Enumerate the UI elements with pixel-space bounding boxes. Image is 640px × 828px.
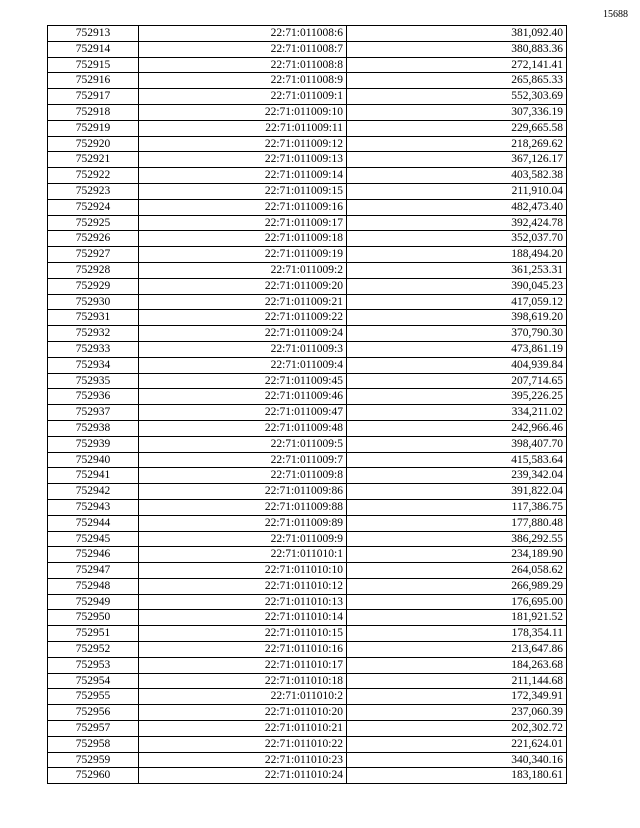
cadastral-number-cell: 22:71:011009:48 [139,420,347,436]
table-row [48,436,567,452]
record-id-cell: 752958 [48,736,139,752]
cadastral-number-cell: 22:71:011010:21 [139,721,347,737]
table-row [48,373,567,389]
table-row [48,768,567,784]
amount-cell: 482,473.40 [347,199,567,215]
cadastral-number-cell: 22:71:011009:45 [139,373,347,389]
table-row [48,420,567,436]
record-id-cell: 752936 [48,389,139,405]
table-row [48,278,567,294]
amount-cell: 334,211.02 [347,405,567,421]
cadastral-number-cell: 22:71:011009:7 [139,452,347,468]
table-row [48,752,567,768]
amount-cell: 552,303.69 [347,89,567,105]
record-id-cell: 752932 [48,326,139,342]
table-row [48,326,567,342]
cadastral-number-cell: 22:71:011010:13 [139,594,347,610]
record-id-cell: 752913 [48,26,139,42]
table-row [48,610,567,626]
cadastral-number-cell: 22:71:011009:10 [139,104,347,120]
amount-cell: 178,354.11 [347,626,567,642]
record-id-cell: 752950 [48,610,139,626]
cadastral-number-cell: 22:71:011009:86 [139,484,347,500]
cadastral-number-cell: 22:71:011009:18 [139,231,347,247]
amount-cell: 390,045.23 [347,278,567,294]
table-row [48,626,567,642]
record-id-cell: 752926 [48,231,139,247]
record-id-cell: 752952 [48,642,139,658]
cadastral-number-cell: 22:71:011009:15 [139,183,347,199]
cadastral-number-cell: 22:71:011009:24 [139,326,347,342]
table-row [48,736,567,752]
amount-cell: 404,939.84 [347,357,567,373]
table-row [48,341,567,357]
cadastral-number-cell: 22:71:011010:2 [139,689,347,705]
cadastral-number-cell: 22:71:011010:23 [139,752,347,768]
table-row [48,515,567,531]
amount-cell: 415,583.64 [347,452,567,468]
amount-cell: 229,665.58 [347,120,567,136]
table-row [48,721,567,737]
amount-cell: 239,342.04 [347,468,567,484]
table-row [48,578,567,594]
amount-cell: 398,407.70 [347,436,567,452]
cadastral-number-cell: 22:71:011010:12 [139,578,347,594]
table-row [48,247,567,263]
record-id-cell: 752956 [48,705,139,721]
amount-cell: 184,263.68 [347,657,567,673]
record-id-cell: 752916 [48,73,139,89]
cadastral-number-cell: 22:71:011008:6 [139,26,347,42]
cadastral-number-cell: 22:71:011008:9 [139,73,347,89]
record-id-cell: 752935 [48,373,139,389]
page-number: 15688 [603,9,628,20]
cadastral-number-cell: 22:71:011009:12 [139,136,347,152]
table-row [48,310,567,326]
cadastral-number-cell: 22:71:011009:22 [139,310,347,326]
cadastral-number-cell: 22:71:011009:21 [139,294,347,310]
table-row [48,294,567,310]
record-id-cell: 752924 [48,199,139,215]
record-id-cell: 752938 [48,420,139,436]
record-id-cell: 752933 [48,341,139,357]
record-id-cell: 752944 [48,515,139,531]
amount-cell: 211,144.68 [347,673,567,689]
record-id-cell: 752920 [48,136,139,152]
record-id-cell: 752954 [48,673,139,689]
record-id-cell: 752942 [48,484,139,500]
amount-cell: 272,141.41 [347,57,567,73]
amount-cell: 202,302.72 [347,721,567,737]
amount-cell: 361,253.31 [347,262,567,278]
amount-cell: 211,910.04 [347,183,567,199]
cadastral-number-cell: 22:71:011010:10 [139,563,347,579]
amount-cell: 473,861.19 [347,341,567,357]
table-row [48,673,567,689]
table-row [48,484,567,500]
amount-cell: 177,880.48 [347,515,567,531]
records-table [47,25,567,784]
record-id-cell: 752960 [48,768,139,784]
record-id-cell: 752927 [48,247,139,263]
amount-cell: 188,494.20 [347,247,567,263]
cadastral-number-cell: 22:71:011009:19 [139,247,347,263]
amount-cell: 183,180.61 [347,768,567,784]
amount-cell: 352,037.70 [347,231,567,247]
record-id-cell: 752922 [48,168,139,184]
table-row [48,120,567,136]
amount-cell: 370,790.30 [347,326,567,342]
record-id-cell: 752940 [48,452,139,468]
table-row [48,499,567,515]
cadastral-number-cell: 22:71:011009:8 [139,468,347,484]
cadastral-number-cell: 22:71:011009:17 [139,215,347,231]
cadastral-number-cell: 22:71:011009:13 [139,152,347,168]
amount-cell: 395,226.25 [347,389,567,405]
amount-cell: 392,424.78 [347,215,567,231]
record-id-cell: 752941 [48,468,139,484]
cadastral-number-cell: 22:71:011009:16 [139,199,347,215]
amount-cell: 264,058.62 [347,563,567,579]
amount-cell: 176,695.00 [347,594,567,610]
record-id-cell: 752955 [48,689,139,705]
amount-cell: 213,647.86 [347,642,567,658]
cadastral-number-cell: 22:71:011009:46 [139,389,347,405]
record-id-cell: 752914 [48,41,139,57]
amount-cell: 367,126.17 [347,152,567,168]
cadastral-number-cell: 22:71:011008:8 [139,57,347,73]
record-id-cell: 752959 [48,752,139,768]
record-id-cell: 752915 [48,57,139,73]
cadastral-number-cell: 22:71:011009:14 [139,168,347,184]
records-table-body [48,26,567,784]
amount-cell: 117,386.75 [347,499,567,515]
amount-cell: 391,822.04 [347,484,567,500]
amount-cell: 265,865.33 [347,73,567,89]
table-row [48,89,567,105]
table-row [48,215,567,231]
amount-cell: 380,883.36 [347,41,567,57]
cadastral-number-cell: 22:71:011010:18 [139,673,347,689]
table-row [48,104,567,120]
cadastral-number-cell: 22:71:011009:88 [139,499,347,515]
amount-cell: 237,060.39 [347,705,567,721]
table-row [48,136,567,152]
cadastral-number-cell: 22:71:011009:1 [139,89,347,105]
cadastral-number-cell: 22:71:011009:20 [139,278,347,294]
table-row [48,57,567,73]
cadastral-number-cell: 22:71:011010:16 [139,642,347,658]
amount-cell: 398,619.20 [347,310,567,326]
amount-cell: 234,189.90 [347,547,567,563]
cadastral-number-cell: 22:71:011009:3 [139,341,347,357]
table-row [48,168,567,184]
amount-cell: 218,269.62 [347,136,567,152]
amount-cell: 386,292.55 [347,531,567,547]
record-id-cell: 752925 [48,215,139,231]
table-row [48,452,567,468]
record-id-cell: 752917 [48,89,139,105]
cadastral-number-cell: 22:71:011010:20 [139,705,347,721]
cadastral-number-cell: 22:71:011010:14 [139,610,347,626]
record-id-cell: 752937 [48,405,139,421]
table-row [48,657,567,673]
table-row [48,26,567,42]
amount-cell: 307,336.19 [347,104,567,120]
table-row [48,357,567,373]
cadastral-number-cell: 22:71:011009:5 [139,436,347,452]
record-id-cell: 752957 [48,721,139,737]
cadastral-number-cell: 22:71:011010:17 [139,657,347,673]
record-id-cell: 752948 [48,578,139,594]
cadastral-number-cell: 22:71:011009:11 [139,120,347,136]
table-row [48,389,567,405]
record-id-cell: 752929 [48,278,139,294]
cadastral-number-cell: 22:71:011009:2 [139,262,347,278]
table-row [48,183,567,199]
cadastral-number-cell: 22:71:011009:47 [139,405,347,421]
amount-cell: 403,582.38 [347,168,567,184]
table-row [48,152,567,168]
table-row [48,689,567,705]
cadastral-number-cell: 22:71:011009:4 [139,357,347,373]
record-id-cell: 752930 [48,294,139,310]
record-id-cell: 752928 [48,262,139,278]
cadastral-number-cell: 22:71:011010:22 [139,736,347,752]
amount-cell: 181,921.52 [347,610,567,626]
record-id-cell: 752949 [48,594,139,610]
record-id-cell: 752931 [48,310,139,326]
record-id-cell: 752923 [48,183,139,199]
table-row [48,231,567,247]
table-row [48,41,567,57]
amount-cell: 340,340.16 [347,752,567,768]
record-id-cell: 752919 [48,120,139,136]
table-row [48,468,567,484]
record-id-cell: 752918 [48,104,139,120]
cadastral-number-cell: 22:71:011009:9 [139,531,347,547]
table-row [48,705,567,721]
record-id-cell: 752943 [48,499,139,515]
amount-cell: 207,714.65 [347,373,567,389]
table-row [48,262,567,278]
amount-cell: 266,989.29 [347,578,567,594]
amount-cell: 381,092.40 [347,26,567,42]
cadastral-number-cell: 22:71:011010:15 [139,626,347,642]
table-row [48,73,567,89]
table-row [48,594,567,610]
record-id-cell: 752939 [48,436,139,452]
table-row [48,531,567,547]
record-id-cell: 752953 [48,657,139,673]
record-id-cell: 752946 [48,547,139,563]
cadastral-number-cell: 22:71:011010:24 [139,768,347,784]
table-row [48,199,567,215]
table-row [48,642,567,658]
amount-cell: 172,349.91 [347,689,567,705]
record-id-cell: 752947 [48,563,139,579]
cadastral-number-cell: 22:71:011010:1 [139,547,347,563]
record-id-cell: 752934 [48,357,139,373]
amount-cell: 417,059.12 [347,294,567,310]
record-id-cell: 752951 [48,626,139,642]
table-row [48,563,567,579]
table-row [48,405,567,421]
cadastral-number-cell: 22:71:011008:7 [139,41,347,57]
table-row [48,547,567,563]
cadastral-number-cell: 22:71:011009:89 [139,515,347,531]
amount-cell: 221,624.01 [347,736,567,752]
amount-cell: 242,966.46 [347,420,567,436]
record-id-cell: 752921 [48,152,139,168]
record-id-cell: 752945 [48,531,139,547]
